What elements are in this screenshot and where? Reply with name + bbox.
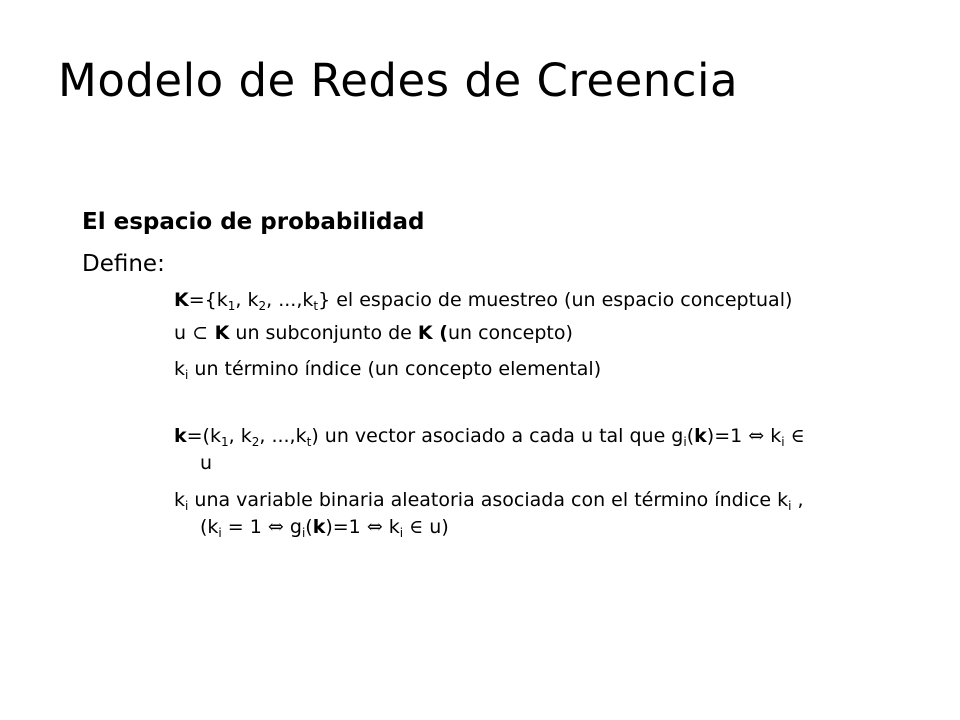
subscript: t [306, 435, 312, 449]
subscript: i [683, 435, 687, 449]
text: un término índice (un concepto elemental) [188, 358, 602, 380]
subscript: 2 [258, 299, 267, 313]
text: , k [228, 425, 252, 447]
text: una variable binaria aleatoria asociada con el término índice k [188, 489, 789, 511]
subscript: i [788, 499, 792, 513]
subscript: i [185, 368, 189, 382]
text: = 1 [221, 516, 268, 538]
slide-title: Modelo de Redes de Creencia [58, 54, 739, 107]
text: ={k [188, 289, 228, 311]
element-of-symbol: ∈ [784, 425, 805, 447]
subscript: i [185, 499, 189, 513]
iff-symbol: ⇔ [366, 516, 383, 538]
text: ( [305, 516, 313, 538]
bold-k: k [312, 516, 326, 538]
define-label: Define: [82, 251, 165, 277]
subscript: i [218, 526, 222, 540]
bold-k: K [208, 322, 230, 344]
continuation-line: u [200, 452, 213, 474]
subscript: 2 [251, 435, 260, 449]
text: )=1 [325, 516, 367, 538]
paren: ( [432, 322, 448, 344]
bold-k: k [694, 425, 707, 447]
iff-symbol: ⇔ [267, 516, 284, 538]
definition-index-term [174, 356, 601, 383]
text: u) [423, 516, 449, 538]
continuation-line [174, 514, 804, 541]
text: =(k [186, 425, 221, 447]
subscript: 1 [220, 435, 229, 449]
text: } el espacio de muestreo (un espacio conceptual) [318, 289, 793, 311]
text: k [174, 358, 186, 380]
text: un concepto) [447, 322, 573, 344]
section-heading: El espacio de probabilidad [82, 209, 425, 235]
subscript: i [399, 526, 404, 540]
text: u [174, 322, 193, 344]
definition-subset [174, 320, 573, 347]
text: ( [686, 425, 695, 447]
bold-k: K [417, 322, 433, 344]
subscript: t [313, 299, 319, 313]
text: k [764, 425, 782, 447]
text: g [283, 516, 302, 538]
text: ) un vector asociado a cada u tal que g [311, 425, 684, 447]
subscript: i [301, 526, 306, 540]
bold-k: K [174, 289, 189, 311]
text: k [174, 489, 186, 511]
text: , ...,k [266, 289, 314, 311]
text: , [791, 489, 804, 511]
subscript: i [781, 435, 785, 449]
element-of-symbol: ∈ [403, 516, 424, 538]
subset-symbol: ⊂ [192, 322, 209, 344]
text: , ...,k [259, 425, 307, 447]
subscript: 1 [227, 299, 236, 313]
text: k [382, 516, 400, 538]
text: un subconjunto de [229, 322, 418, 344]
definition-binary-variable [174, 487, 804, 541]
text: (k [200, 516, 219, 538]
text: , k [235, 289, 259, 311]
definition-vector [174, 423, 805, 477]
definition-sample-space [174, 287, 792, 314]
bold-k: k [174, 425, 187, 447]
iff-symbol: ⇔ [748, 425, 765, 447]
text: )=1 [706, 425, 749, 447]
